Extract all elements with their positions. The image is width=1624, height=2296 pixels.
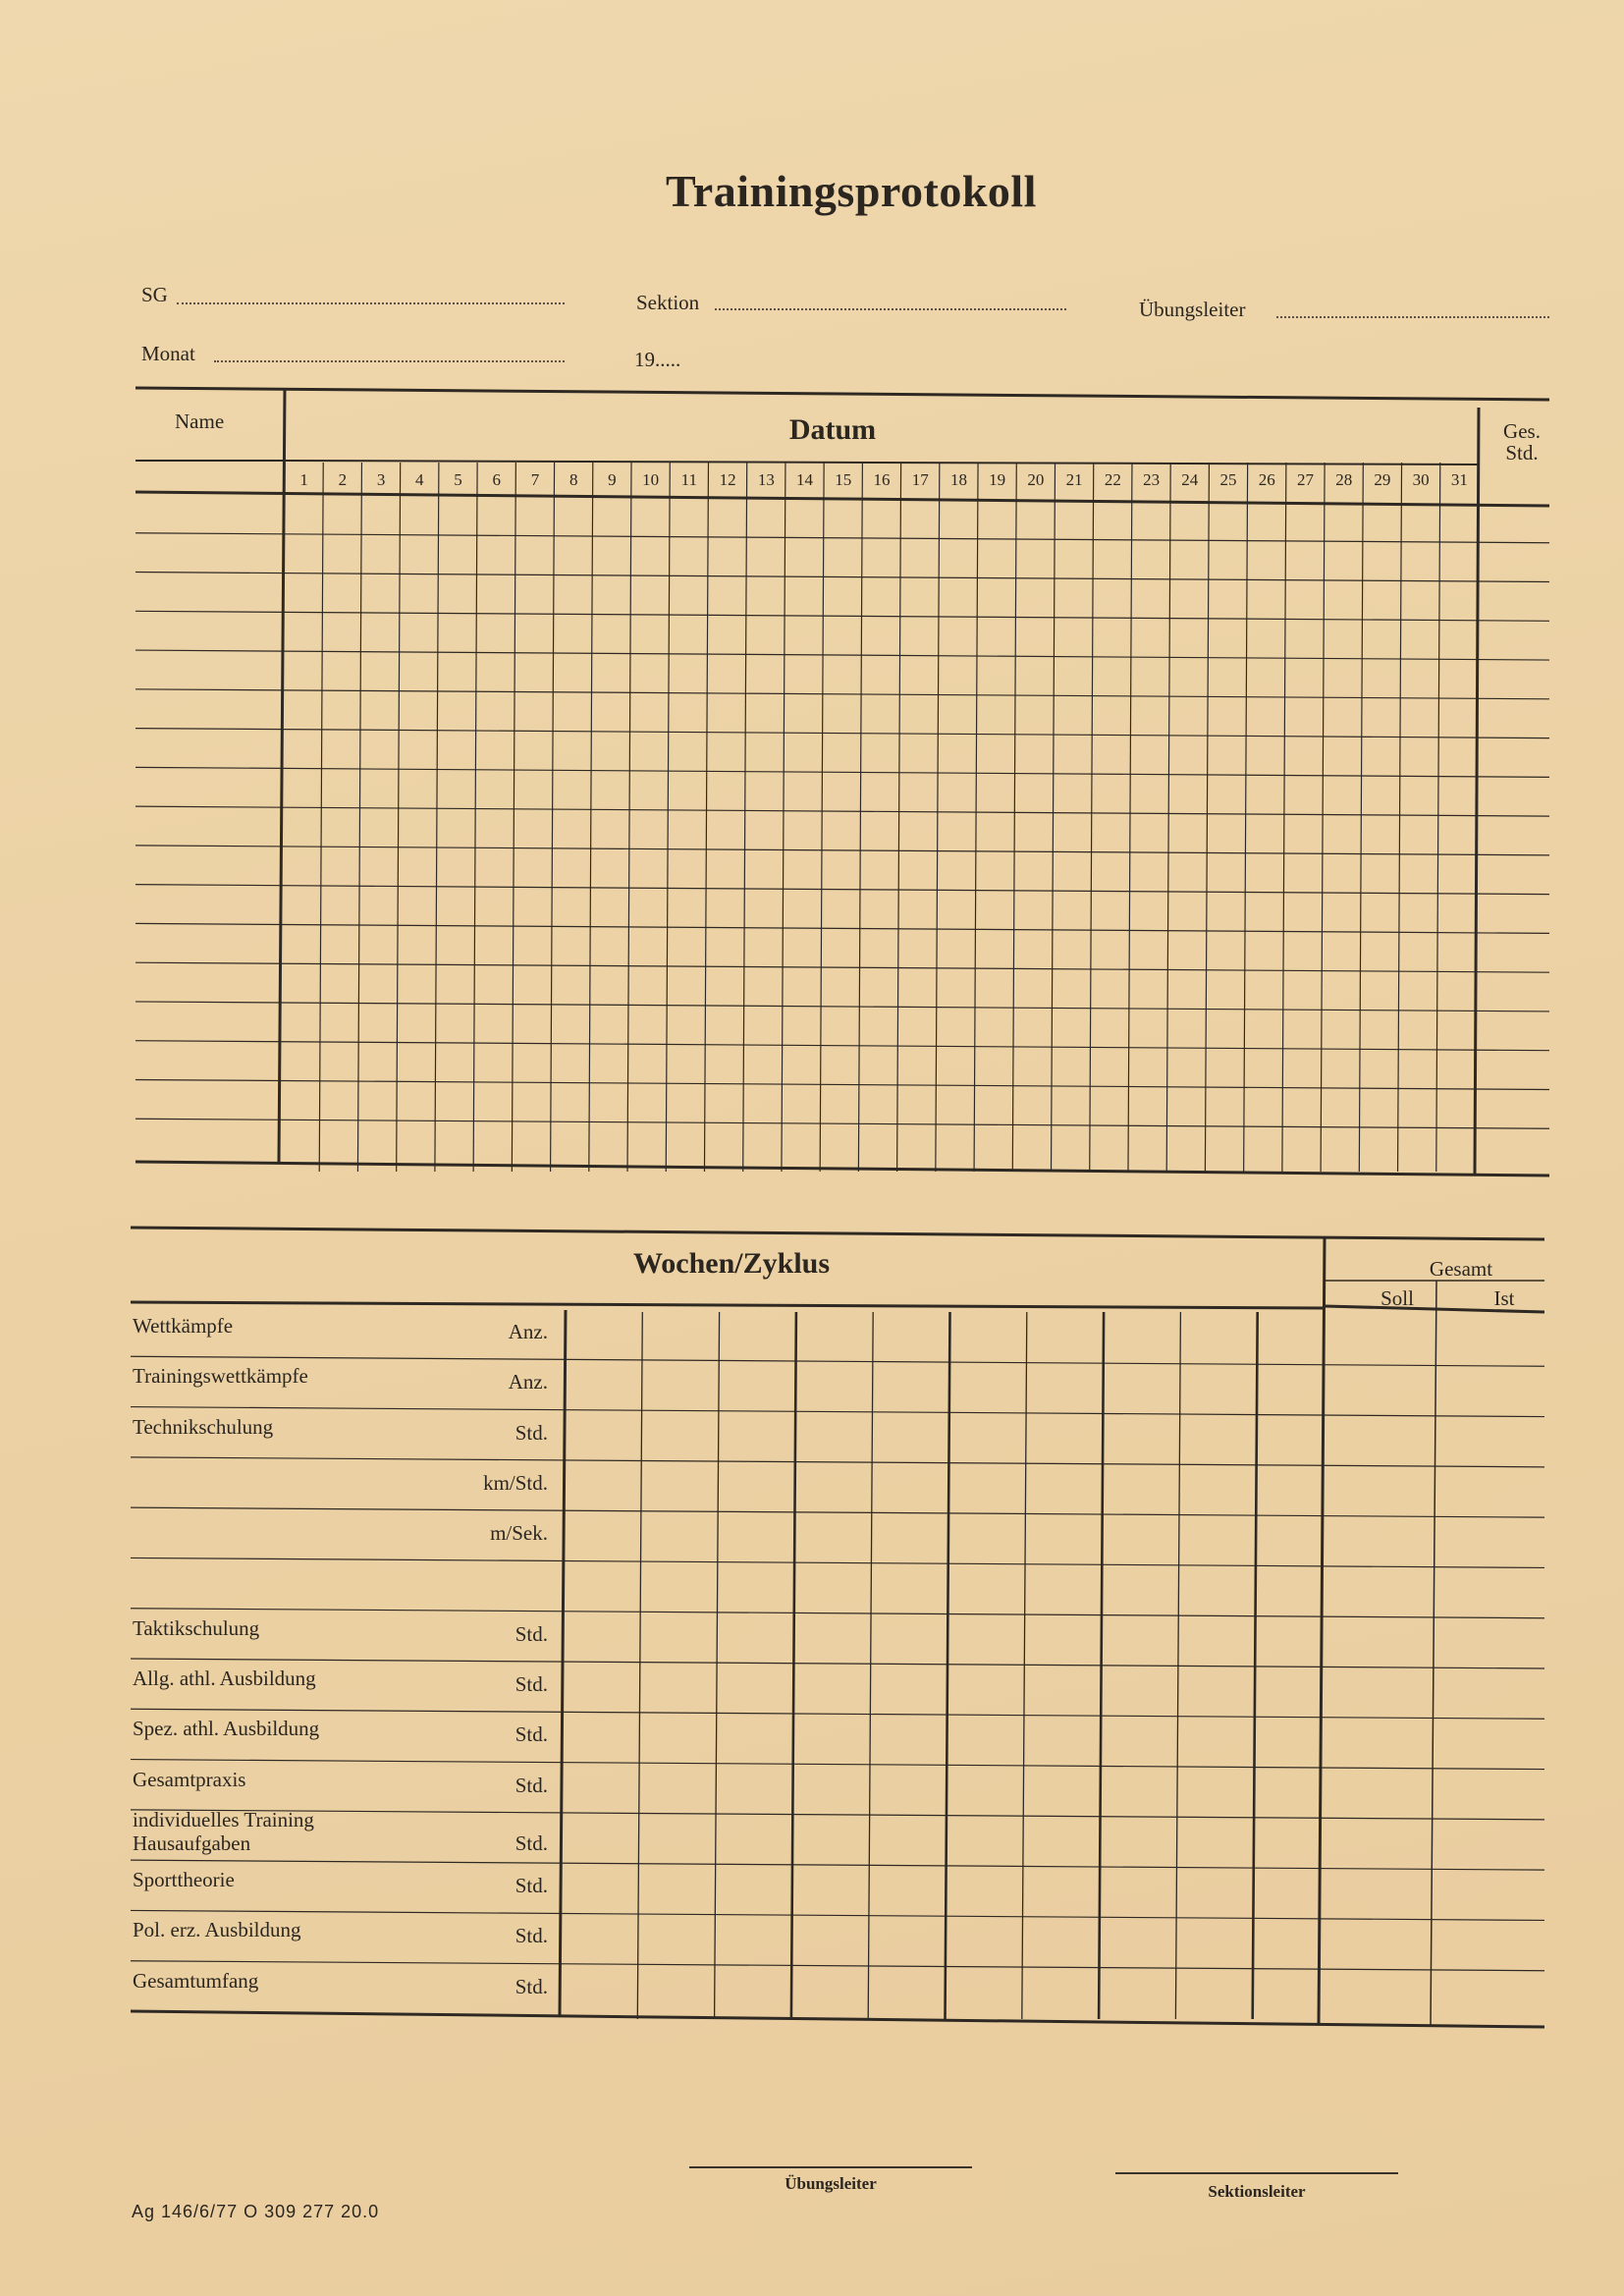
day-number: 27 [1296,470,1314,489]
cycle-row-label: Trainingswettkämpfe [133,1364,308,1389]
day-column-line [512,463,515,1172]
week-column-line [946,1312,950,2019]
cycle-row-unit: Std. [514,1672,548,1696]
day-column-line [397,463,401,1172]
cycle-row-line [131,1709,1544,1719]
cycle-table [131,1226,1544,2041]
attendance-row-line [135,1119,1549,1128]
day-column-line [1166,463,1170,1172]
attendance-row-line [135,846,1549,855]
attendance-row-line [135,611,1549,621]
cycle-row-label: Technikschulung [133,1414,274,1439]
week-column-line [791,1312,796,2019]
sg-field[interactable] [177,302,565,304]
day-column-line [704,463,708,1172]
attendance-bottom-border [135,1162,1549,1175]
monat-field[interactable] [214,360,565,362]
ges-std-header-bottom: Std. [1505,441,1539,465]
attendance-top-border [135,388,1549,400]
attendance-row-line [135,1079,1549,1089]
day-column-line [1128,463,1132,1172]
day-number: 3 [376,470,386,489]
day-column-line [551,463,555,1172]
day-number: 7 [530,470,540,489]
page-title: Trainingsprotokoll [666,166,1037,216]
label-column-border [560,1310,566,2015]
week-column-line [868,1312,873,2019]
cycle-row-line [131,1558,1544,1567]
cycle-row-unit: Std. [514,1874,548,1898]
wochen-zyklus-header: Wochen/Zyklus [632,1247,831,1280]
attendance-row-line [135,1002,1549,1011]
sektionsleiter-signature-line[interactable] [1115,2172,1398,2174]
name-header: Name [175,410,225,433]
cycle-row-line [131,1810,1544,1820]
attendance-row-line [135,689,1549,699]
day-column-line [743,463,747,1172]
cycle-header-divider [131,1302,1325,1308]
monat-label: Monat [141,342,195,365]
cycle-row-line [131,1659,1544,1668]
attendance-row-line [135,767,1549,777]
day-number: 29 [1374,470,1391,489]
cycle-row-unit: Std. [514,1420,548,1445]
day-number: 11 [680,470,698,489]
day-column-line [1436,463,1440,1172]
cycle-row-unit: Std. [514,1974,548,1998]
soll-header: Soll [1380,1286,1414,1310]
cycle-row-unit: Std. [514,1722,548,1747]
form-code: Ag 146/6/77 O 309 277 20.0 [132,2202,380,2221]
ist-header: Ist [1493,1286,1515,1310]
day-column-line [782,463,785,1172]
day-number: 4 [415,470,424,489]
attendance-row-line [135,1041,1549,1051]
day-number: 1 [299,470,308,489]
uebungsleiter-label: Übungsleiter [1139,298,1246,321]
attendance-row-line [135,533,1549,543]
day-number: 28 [1335,470,1353,489]
cycle-row-line [131,1910,1544,1920]
attendance-table [135,386,1549,1177]
sektion-label: Sektion [636,291,700,314]
day-number: 8 [568,470,578,489]
cycle-row-line [131,1760,1544,1770]
cycle-row-unit: Std. [514,1773,548,1797]
cycle-row-unit: Anz. [508,1320,548,1343]
attendance-row-line [135,573,1549,582]
cycle-row-line [131,1457,1544,1467]
cycle-row-label: Wettkämpfe [133,1314,234,1338]
sg-label: SG [141,283,168,306]
day-number: 19 [989,470,1006,489]
cycle-row-label: Gesamtpraxis [133,1767,246,1791]
day-column-line [357,463,361,1172]
attendance-row-line [135,923,1549,933]
attendance-row-line [135,729,1549,738]
day-number: 23 [1143,470,1161,489]
day-column-line [1052,463,1056,1172]
name-column-border [279,388,285,1162]
day-column-line [1398,463,1402,1172]
day-column-line [319,463,323,1172]
soll-ist-divider [1431,1281,1436,2027]
cycle-row-unit: Anz. [508,1370,548,1394]
cycle-row-line [131,1961,1544,1971]
day-number: 25 [1219,470,1237,489]
cycle-row-line [131,1609,1544,1618]
gesamt-column-border [1319,1237,1325,2025]
day-column-line [974,463,978,1172]
day-number: 10 [642,470,660,489]
gesamt-header: Gesamt [1429,1257,1493,1281]
cycle-row-label: Sporttheorie [133,1868,235,1892]
day-number: 6 [492,470,501,489]
cycle-row-label: Pol. erz. Ausbildung [133,1918,301,1942]
day-column-line [1205,463,1209,1172]
day-column-line [820,463,824,1172]
day-number: 12 [719,470,736,489]
day-number: 9 [608,470,617,489]
cycle-row-line [131,1356,1544,1366]
year-field[interactable]: 19..... [634,348,681,371]
cycle-row-label: Gesamtumfang [133,1968,259,1993]
sektionsleiter-signature-label: Sektionsleiter [1208,2182,1306,2201]
day-number: 24 [1181,470,1199,489]
day-number: 5 [454,470,462,489]
day-column-line [936,463,940,1172]
day-column-line [897,463,901,1172]
sektion-field[interactable] [715,308,1066,310]
cycle-row-line [131,1507,1544,1517]
day-number: 18 [949,470,967,489]
day-number: 30 [1412,470,1430,489]
day-number: 21 [1065,470,1083,489]
day-column-line [1090,463,1094,1172]
day-column-line [589,463,593,1172]
day-number: 20 [1027,470,1045,489]
day-number: 26 [1258,470,1275,489]
day-column-line [627,463,631,1172]
day-number: 2 [338,470,348,489]
day-number: 16 [873,470,891,489]
day-number-divider [135,492,1549,506]
day-column-line [1244,463,1248,1172]
attendance-grid [135,386,1549,1177]
cycle-top-border [131,1228,1544,1239]
day-column-line [858,463,862,1172]
cycle-row-line [131,1407,1544,1417]
day-column-line [1012,463,1016,1172]
cycle-row-line [131,1860,1544,1870]
day-column-line [435,463,439,1172]
day-number: 13 [757,470,775,489]
day-number: 22 [1104,470,1121,489]
cycle-row-unit: m/Sek. [490,1521,548,1546]
datum-header-divider [285,461,1479,465]
cycle-row-label: Taktikschulung [133,1615,260,1640]
day-column-line [1359,463,1363,1172]
day-column-line [1282,463,1286,1172]
day-column-line [666,463,670,1172]
ges-std-column-border [1475,408,1479,1174]
cycle-row-unit: Std. [514,1621,548,1646]
cycle-row-label: Allg. athl. Ausbildung [133,1667,316,1690]
uebungsleiter-signature-label: Übungsleiter [785,2174,877,2193]
day-number: 14 [796,470,814,489]
day-number: 17 [911,470,929,489]
cycle-row-label: individuelles Training [133,1807,314,1831]
cycle-row-unit: Std. [514,1924,548,1948]
week-column-line [637,1312,642,2019]
ges-std-header-top: Ges. [1503,419,1541,443]
uebungsleiter-field[interactable] [1276,316,1549,318]
cycle-row-unit: km/Std. [483,1470,548,1495]
day-column-line [473,463,477,1172]
day-number: 15 [835,470,852,489]
cycle-row-unit: Std. [514,1831,548,1855]
attendance-row-line [135,650,1549,660]
attendance-row-line [135,885,1549,895]
cycle-grid [131,1226,1544,2041]
cycle-row-label-secondary: Hausaufgaben [133,1831,251,1855]
week-column-line [715,1312,720,2019]
uebungsleiter-signature-line[interactable] [689,2166,972,2168]
week-column-line [1253,1312,1258,2019]
datum-header: Datum [788,413,877,446]
cycle-bottom-border [131,2011,1544,2027]
day-number: 31 [1450,470,1468,489]
cycle-row-label: Spez. athl. Ausbildung [133,1717,320,1741]
week-column-line [1022,1312,1027,2019]
attendance-row-line [135,806,1549,816]
attendance-row-line [135,962,1549,972]
day-column-line [1321,463,1325,1172]
